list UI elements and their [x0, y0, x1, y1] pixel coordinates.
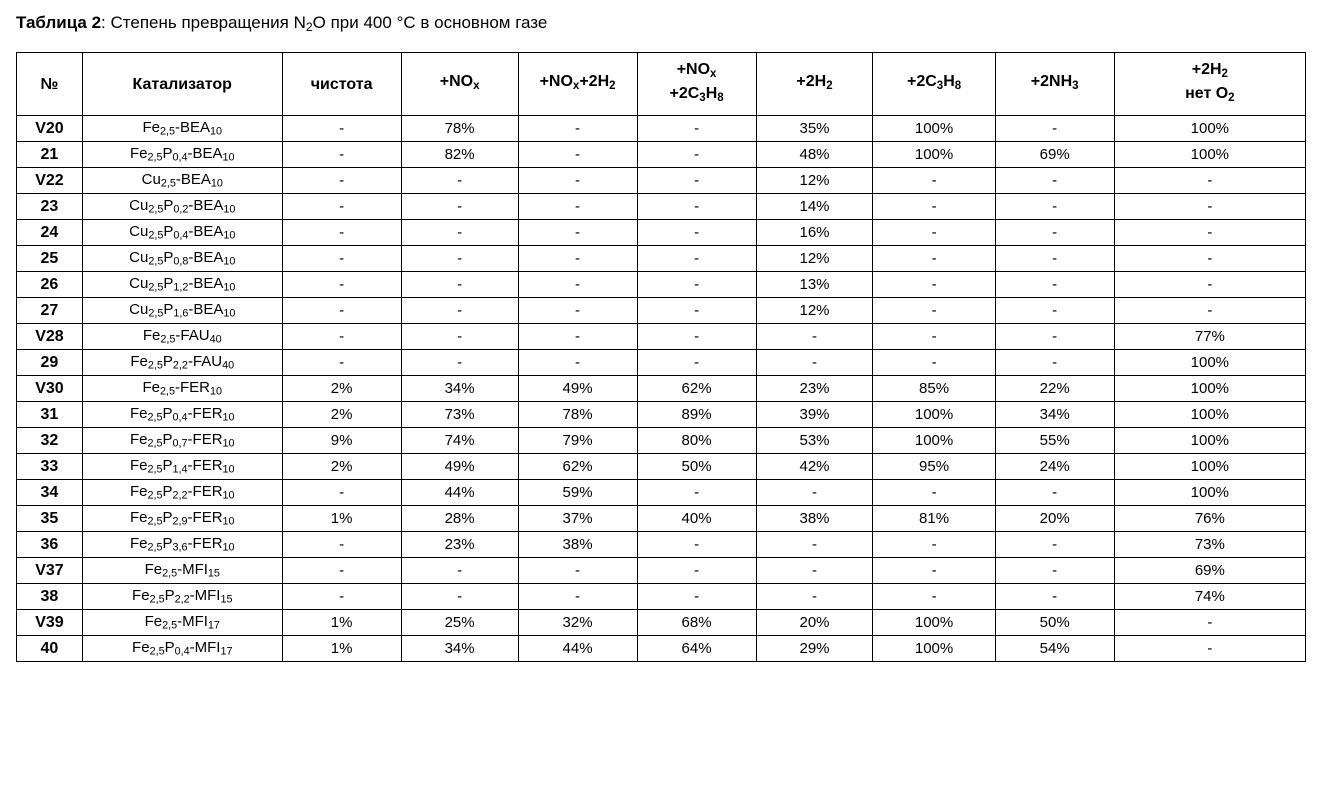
- cell-value-nox: -: [401, 272, 518, 298]
- column-header-nox: $+NO_x$: [401, 53, 518, 116]
- table-caption: [16, 12, 1307, 38]
- cell-value-c3h8: -: [873, 194, 995, 220]
- cell-sample-id: V22: [17, 168, 83, 194]
- cell-value-nox_2h2: 38%: [518, 532, 637, 558]
- table-row: [17, 376, 1306, 402]
- cell-sample-id: 31: [17, 402, 83, 428]
- cell-value-h2: 29%: [756, 636, 873, 662]
- cell-value-nh3: 50%: [995, 610, 1114, 636]
- table-row: [17, 246, 1306, 272]
- cell-value-nox: -: [401, 194, 518, 220]
- cell-value-nox_2h2: -: [518, 246, 637, 272]
- cell-value-nox_2h2: -: [518, 324, 637, 350]
- table-row: [17, 610, 1306, 636]
- column-header-nh3: $+2NH_3$: [995, 53, 1114, 116]
- cell-value-c3h8: 100%: [873, 428, 995, 454]
- table-row: [17, 220, 1306, 246]
- cell-value-purity: 2%: [282, 402, 401, 428]
- cell-value-c3h8: -: [873, 324, 995, 350]
- cell-sample-id: V28: [17, 324, 83, 350]
- table-body: [17, 116, 1306, 662]
- cell-catalyst: $Cu_{2,5}P_{1,2}-BEA_{10}$: [82, 272, 282, 298]
- cell-sample-id: 35: [17, 506, 83, 532]
- cell-value-h2_no_o2: -: [1114, 298, 1305, 324]
- cell-sample-id: V37: [17, 558, 83, 584]
- cell-value-purity: -: [282, 324, 401, 350]
- cell-value-nh3: -: [995, 298, 1114, 324]
- cell-value-h2_no_o2: -: [1114, 636, 1305, 662]
- cell-value-nox_2h2: 32%: [518, 610, 637, 636]
- cell-catalyst: $Fe_{2,5}P_{1,4}-FER_{10}$: [82, 454, 282, 480]
- cell-value-h2: 35%: [756, 116, 873, 142]
- column-header-c3h8: $+2C_3H_8$: [873, 53, 995, 116]
- cell-value-c3h8: -: [873, 584, 995, 610]
- cell-catalyst: $Fe_{2,5}P_{0,7}-FER_{10}$: [82, 428, 282, 454]
- cell-value-nox_2c3h8: 62%: [637, 376, 756, 402]
- cell-value-nh3: 69%: [995, 142, 1114, 168]
- cell-catalyst: $Fe_{2,5}P_{2,2}-MFI_{15}$: [82, 584, 282, 610]
- cell-value-h2: 14%: [756, 194, 873, 220]
- table-row: [17, 584, 1306, 610]
- cell-catalyst: $Fe_{2,5}P_{3,6}-FER_{10}$: [82, 532, 282, 558]
- cell-value-nh3: -: [995, 246, 1114, 272]
- cell-sample-id: 38: [17, 584, 83, 610]
- cell-value-nh3: -: [995, 116, 1114, 142]
- cell-value-purity: 1%: [282, 506, 401, 532]
- table-row: [17, 324, 1306, 350]
- cell-value-nh3: -: [995, 272, 1114, 298]
- cell-value-h2_no_o2: -: [1114, 246, 1305, 272]
- cell-value-h2_no_o2: 100%: [1114, 116, 1305, 142]
- cell-value-nox_2h2: -: [518, 350, 637, 376]
- cell-value-h2_no_o2: -: [1114, 272, 1305, 298]
- cell-value-nox_2h2: -: [518, 116, 637, 142]
- cell-value-c3h8: -: [873, 168, 995, 194]
- cell-value-nh3: -: [995, 220, 1114, 246]
- cell-value-h2: -: [756, 584, 873, 610]
- cell-value-h2_no_o2: 74%: [1114, 584, 1305, 610]
- cell-catalyst: $Cu_{2,5}P_{0,4}-BEA_{10}$: [82, 220, 282, 246]
- cell-sample-id: 27: [17, 298, 83, 324]
- cell-value-nh3: 54%: [995, 636, 1114, 662]
- cell-value-h2: 13%: [756, 272, 873, 298]
- cell-value-nox_2c3h8: -: [637, 168, 756, 194]
- cell-value-nox_2c3h8: -: [637, 584, 756, 610]
- cell-sample-id: 40: [17, 636, 83, 662]
- cell-value-nox: -: [401, 168, 518, 194]
- cell-sample-id: V20: [17, 116, 83, 142]
- cell-value-nox_2h2: 78%: [518, 402, 637, 428]
- cell-value-nox: 82%: [401, 142, 518, 168]
- cell-value-nox_2c3h8: -: [637, 272, 756, 298]
- cell-value-nh3: -: [995, 194, 1114, 220]
- cell-value-nox: -: [401, 324, 518, 350]
- cell-value-nox_2h2: 37%: [518, 506, 637, 532]
- cell-value-h2_no_o2: -: [1114, 610, 1305, 636]
- cell-value-nox_2h2: -: [518, 272, 637, 298]
- cell-value-purity: -: [282, 584, 401, 610]
- cell-value-h2: 38%: [756, 506, 873, 532]
- cell-value-nox_2c3h8: 80%: [637, 428, 756, 454]
- cell-value-nox_2h2: 49%: [518, 376, 637, 402]
- cell-value-c3h8: -: [873, 558, 995, 584]
- conversion-table: [16, 52, 1306, 662]
- cell-value-nox: 34%: [401, 636, 518, 662]
- cell-value-c3h8: -: [873, 532, 995, 558]
- cell-value-nox_2c3h8: -: [637, 298, 756, 324]
- table-row: [17, 142, 1306, 168]
- table-row: [17, 168, 1306, 194]
- cell-value-nox_2h2: -: [518, 298, 637, 324]
- cell-value-nh3: 55%: [995, 428, 1114, 454]
- table-caption-text: : Степень превращения $N_2O$ при 400 °C в основном газе: [101, 13, 548, 35]
- cell-value-h2: 20%: [756, 610, 873, 636]
- cell-value-nox: 78%: [401, 116, 518, 142]
- cell-value-nox: 23%: [401, 532, 518, 558]
- cell-value-nox_2c3h8: 64%: [637, 636, 756, 662]
- table-row: [17, 298, 1306, 324]
- cell-value-nox_2c3h8: 68%: [637, 610, 756, 636]
- column-header-h2: $+2H_2$: [756, 53, 873, 116]
- cell-value-c3h8: 85%: [873, 376, 995, 402]
- cell-sample-id: 33: [17, 454, 83, 480]
- cell-value-purity: -: [282, 220, 401, 246]
- cell-value-c3h8: 100%: [873, 142, 995, 168]
- cell-value-purity: -: [282, 558, 401, 584]
- cell-value-c3h8: -: [873, 298, 995, 324]
- cell-value-nox_2c3h8: -: [637, 220, 756, 246]
- cell-value-purity: -: [282, 532, 401, 558]
- cell-value-c3h8: -: [873, 350, 995, 376]
- cell-value-nox: -: [401, 220, 518, 246]
- column-header-purity: чистота: [282, 53, 401, 116]
- cell-value-purity: -: [282, 350, 401, 376]
- table-row: [17, 558, 1306, 584]
- cell-value-nh3: -: [995, 558, 1114, 584]
- cell-value-nox_2c3h8: 50%: [637, 454, 756, 480]
- cell-value-purity: -: [282, 480, 401, 506]
- cell-value-h2: 48%: [756, 142, 873, 168]
- cell-value-purity: -: [282, 194, 401, 220]
- cell-value-nox: -: [401, 246, 518, 272]
- cell-value-nh3: -: [995, 324, 1114, 350]
- table-row: [17, 402, 1306, 428]
- cell-value-nox: 28%: [401, 506, 518, 532]
- cell-value-h2: -: [756, 480, 873, 506]
- cell-catalyst: $Fe_{2,5}-FAU_{40}$: [82, 324, 282, 350]
- table-row: [17, 428, 1306, 454]
- cell-value-nh3: 34%: [995, 402, 1114, 428]
- cell-catalyst: $Fe_{2,5}-BEA_{10}$: [82, 116, 282, 142]
- cell-value-purity: 2%: [282, 376, 401, 402]
- cell-sample-id: 34: [17, 480, 83, 506]
- cell-value-nh3: -: [995, 350, 1114, 376]
- cell-value-nox: -: [401, 584, 518, 610]
- cell-value-c3h8: -: [873, 480, 995, 506]
- cell-value-nh3: -: [995, 480, 1114, 506]
- cell-value-nox: 25%: [401, 610, 518, 636]
- cell-catalyst: $Fe_{2,5}P_{2,2}-FAU_{40}$: [82, 350, 282, 376]
- cell-value-nox_2c3h8: -: [637, 116, 756, 142]
- cell-value-nox: 44%: [401, 480, 518, 506]
- cell-value-purity: -: [282, 246, 401, 272]
- cell-value-nox_2c3h8: -: [637, 246, 756, 272]
- column-header-catalyst: Катализатор: [82, 53, 282, 116]
- cell-value-nox_2c3h8: -: [637, 558, 756, 584]
- cell-value-purity: -: [282, 298, 401, 324]
- cell-catalyst: $Cu_{2,5}-BEA_{10}$: [82, 168, 282, 194]
- table-row: [17, 454, 1306, 480]
- cell-value-h2_no_o2: -: [1114, 168, 1305, 194]
- cell-value-nh3: 22%: [995, 376, 1114, 402]
- cell-value-nox_2c3h8: -: [637, 194, 756, 220]
- cell-value-h2_no_o2: 100%: [1114, 350, 1305, 376]
- cell-value-h2: -: [756, 532, 873, 558]
- cell-value-nox_2c3h8: 40%: [637, 506, 756, 532]
- cell-value-h2: 16%: [756, 220, 873, 246]
- cell-value-nox_2h2: -: [518, 220, 637, 246]
- cell-value-h2: 12%: [756, 246, 873, 272]
- cell-catalyst: $Cu_{2,5}P_{0,8}-BEA_{10}$: [82, 246, 282, 272]
- cell-value-c3h8: 100%: [873, 610, 995, 636]
- cell-catalyst: $Cu_{2,5}P_{0,2}-BEA_{10}$: [82, 194, 282, 220]
- cell-value-purity: 2%: [282, 454, 401, 480]
- cell-value-purity: -: [282, 116, 401, 142]
- cell-value-h2: -: [756, 558, 873, 584]
- cell-value-h2: 39%: [756, 402, 873, 428]
- cell-catalyst: $Fe_{2,5}P_{0,4}-MFI_{17}$: [82, 636, 282, 662]
- cell-value-nox: -: [401, 558, 518, 584]
- cell-value-nox_2c3h8: -: [637, 532, 756, 558]
- cell-value-nh3: -: [995, 168, 1114, 194]
- cell-value-purity: -: [282, 168, 401, 194]
- cell-value-nox_2h2: 62%: [518, 454, 637, 480]
- cell-value-nox_2c3h8: 89%: [637, 402, 756, 428]
- table-header-row: [17, 53, 1306, 116]
- table-row: [17, 506, 1306, 532]
- cell-value-nox: -: [401, 350, 518, 376]
- cell-value-h2_no_o2: 100%: [1114, 480, 1305, 506]
- cell-value-purity: 1%: [282, 610, 401, 636]
- cell-sample-id: V39: [17, 610, 83, 636]
- cell-value-nox_2h2: 79%: [518, 428, 637, 454]
- cell-value-h2_no_o2: 100%: [1114, 376, 1305, 402]
- column-header-num: №: [17, 53, 83, 116]
- cell-value-h2: 53%: [756, 428, 873, 454]
- cell-value-nh3: -: [995, 532, 1114, 558]
- column-header-nox_2c3h8: $+NO_x$ $+2C_3H_8$: [637, 53, 756, 116]
- cell-value-nox: 34%: [401, 376, 518, 402]
- cell-value-c3h8: 100%: [873, 402, 995, 428]
- cell-sample-id: 25: [17, 246, 83, 272]
- cell-value-h2_no_o2: 73%: [1114, 532, 1305, 558]
- cell-value-h2: -: [756, 324, 873, 350]
- cell-sample-id: 26: [17, 272, 83, 298]
- cell-catalyst: $Fe_{2,5}P_{2,9}-FER_{10}$: [82, 506, 282, 532]
- cell-catalyst: $Fe_{2,5}P_{0,4}-FER_{10}$: [82, 402, 282, 428]
- cell-value-purity: -: [282, 142, 401, 168]
- cell-value-nox_2c3h8: -: [637, 142, 756, 168]
- cell-sample-id: 23: [17, 194, 83, 220]
- cell-value-nox_2c3h8: -: [637, 324, 756, 350]
- cell-value-nox: 73%: [401, 402, 518, 428]
- cell-value-nh3: 20%: [995, 506, 1114, 532]
- cell-value-purity: 9%: [282, 428, 401, 454]
- cell-value-nox_2h2: 44%: [518, 636, 637, 662]
- table-caption-label: Таблица 2: [16, 13, 102, 32]
- cell-value-nox_2h2: -: [518, 194, 637, 220]
- cell-value-h2_no_o2: 100%: [1114, 428, 1305, 454]
- cell-value-nox_2h2: 59%: [518, 480, 637, 506]
- cell-value-h2_no_o2: 100%: [1114, 402, 1305, 428]
- cell-sample-id: 32: [17, 428, 83, 454]
- table-row: [17, 532, 1306, 558]
- cell-value-nox: -: [401, 298, 518, 324]
- cell-sample-id: 24: [17, 220, 83, 246]
- cell-value-h2_no_o2: 100%: [1114, 454, 1305, 480]
- cell-value-h2: 12%: [756, 298, 873, 324]
- cell-value-c3h8: 95%: [873, 454, 995, 480]
- table-row: [17, 350, 1306, 376]
- table-row: [17, 194, 1306, 220]
- cell-value-nox_2h2: -: [518, 584, 637, 610]
- cell-value-nh3: -: [995, 584, 1114, 610]
- cell-sample-id: 36: [17, 532, 83, 558]
- cell-value-nox_2h2: -: [518, 142, 637, 168]
- cell-value-purity: -: [282, 272, 401, 298]
- cell-value-nox: 74%: [401, 428, 518, 454]
- cell-value-purity: 1%: [282, 636, 401, 662]
- table-row: [17, 480, 1306, 506]
- cell-catalyst: $Fe_{2,5}P_{0,4}-BEA_{10}$: [82, 142, 282, 168]
- column-header-h2_no_o2: $+2H_2$ нет $O_2$: [1114, 53, 1305, 116]
- cell-value-c3h8: -: [873, 272, 995, 298]
- cell-value-nox: 49%: [401, 454, 518, 480]
- table-row: [17, 116, 1306, 142]
- cell-value-nox_2c3h8: -: [637, 480, 756, 506]
- column-header-nox_2h2: $+NO_x+2H_2$: [518, 53, 637, 116]
- cell-catalyst: $Fe_{2,5}-MFI_{15}$: [82, 558, 282, 584]
- cell-value-h2: 42%: [756, 454, 873, 480]
- cell-value-h2: 12%: [756, 168, 873, 194]
- cell-value-h2: -: [756, 350, 873, 376]
- table-row: [17, 272, 1306, 298]
- cell-value-c3h8: 100%: [873, 116, 995, 142]
- cell-value-nox_2h2: -: [518, 558, 637, 584]
- cell-value-h2_no_o2: -: [1114, 220, 1305, 246]
- cell-value-h2_no_o2: 100%: [1114, 142, 1305, 168]
- cell-catalyst: $Fe_{2,5}-MFI_{17}$: [82, 610, 282, 636]
- cell-value-nh3: 24%: [995, 454, 1114, 480]
- cell-value-h2_no_o2: 76%: [1114, 506, 1305, 532]
- cell-catalyst: $Fe_{2,5}-FER_{10}$: [82, 376, 282, 402]
- cell-value-h2_no_o2: -: [1114, 194, 1305, 220]
- cell-sample-id: V30: [17, 376, 83, 402]
- cell-sample-id: 29: [17, 350, 83, 376]
- cell-catalyst: $Cu_{2,5}P_{1,6}-BEA_{10}$: [82, 298, 282, 324]
- cell-value-h2_no_o2: 69%: [1114, 558, 1305, 584]
- cell-value-h2: 23%: [756, 376, 873, 402]
- cell-value-nox_2c3h8: -: [637, 350, 756, 376]
- cell-value-h2_no_o2: 77%: [1114, 324, 1305, 350]
- cell-value-c3h8: -: [873, 246, 995, 272]
- cell-value-nox_2h2: -: [518, 168, 637, 194]
- cell-value-c3h8: 100%: [873, 636, 995, 662]
- cell-value-c3h8: -: [873, 220, 995, 246]
- cell-sample-id: 21: [17, 142, 83, 168]
- table-row: [17, 636, 1306, 662]
- cell-catalyst: $Fe_{2,5}P_{2,2}-FER_{10}$: [82, 480, 282, 506]
- cell-value-c3h8: 81%: [873, 506, 995, 532]
